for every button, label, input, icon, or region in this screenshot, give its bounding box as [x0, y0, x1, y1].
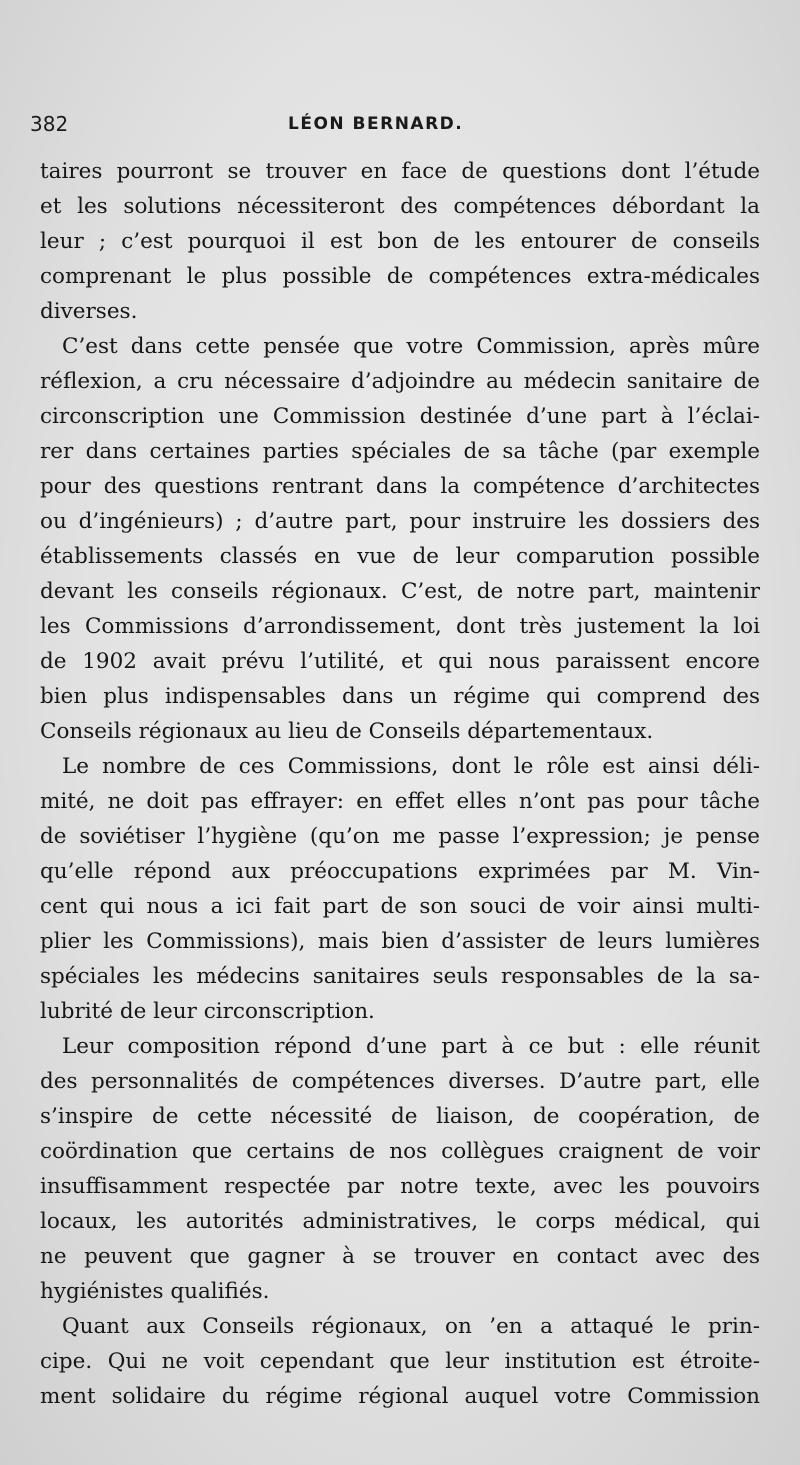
text-line: les Commissions d’arrondissement, dont très justement la loi	[40, 614, 760, 639]
body-text	[40, 154, 760, 1414]
text-line: ne peuvent que gagner à se trouver en contact avec des	[40, 1244, 760, 1269]
text-line: pour des questions rentrant dans la compétence d’architectes	[40, 474, 760, 499]
text-line: et les solutions nécessiteront des compétences débordant la	[40, 194, 760, 219]
text-line: cent qui nous a ici fait part de son souci de voir ainsi multi-	[40, 894, 760, 919]
text-line: réflexion, a cru nécessaire d’adjoindre au médecin sanitaire de	[40, 369, 760, 394]
text-line: Le nombre de ces Commissions, dont le rôle est ainsi déli-	[62, 754, 760, 779]
text-line: leur ; c’est pourquoi il est bon de les entourer de conseils	[40, 229, 760, 254]
text-line: Leur composition répond d’une part à ce but : elle réunit	[62, 1034, 760, 1059]
text-line: lubrité de leur circonscription.	[40, 999, 375, 1024]
text-line: ou d’ingénieurs) ; d’autre part, pour instruire les dossiers des	[40, 509, 760, 534]
page-number: 382	[30, 112, 69, 136]
text-line: rer dans certaines parties spéciales de sa tâche (par exemple	[40, 439, 760, 464]
text-line: mité, ne doit pas effrayer: en effet elles n’ont pas pour tâche	[40, 789, 760, 814]
text-line: de 1902 avait prévu l’utilité, et qui nous paraissent encore	[40, 649, 760, 674]
running-head: LÉON BERNARD.	[288, 114, 464, 134]
text-line: des personnalités de compétences diverses. D’autre part, elle	[40, 1069, 760, 1094]
text-line: bien plus indispensables dans un régime qui comprend des	[40, 684, 760, 709]
text-line: insuffisamment respectée par notre texte, avec les pouvoirs	[40, 1174, 760, 1199]
text-line: devant les conseils régionaux. C’est, de notre part, maintenir	[40, 579, 760, 604]
text-line: cipe. Qui ne voit cependant que leur institution est étroite-	[40, 1349, 760, 1374]
text-line: coördination que certains de nos collègues craignent de voir	[40, 1139, 760, 1164]
text-line: Quant aux Conseils régionaux, on ’en a attaqué le prin-	[62, 1314, 760, 1339]
text-line: comprenant le plus possible de compétences extra-médicales	[40, 264, 760, 289]
text-line: ment solidaire du régime régional auquel votre Commission	[40, 1384, 760, 1409]
text-line: spéciales les médecins sanitaires seuls responsables de la sa-	[40, 964, 760, 989]
text-line: taires pourront se trouver en face de questions dont l’étude	[40, 159, 760, 184]
text-line: circonscription une Commission destinée d’une part à l’éclai-	[40, 404, 760, 429]
text-line: locaux, les autorités administratives, le corps médical, qui	[40, 1209, 760, 1234]
text-line: C’est dans cette pensée que votre Commission, après mûre	[62, 334, 760, 359]
page-header	[30, 112, 770, 142]
text-line: Conseils régionaux au lieu de Conseils départementaux.	[40, 719, 654, 744]
text-line: plier les Commissions), mais bien d’assister de leurs lumières	[40, 929, 760, 954]
text-line: hygiénistes qualifiés.	[40, 1279, 270, 1304]
text-line: s’inspire de cette nécessité de liaison, de coopération, de	[40, 1104, 760, 1129]
text-line: établissements classés en vue de leur comparution possible	[40, 544, 760, 569]
text-line: de soviétiser l’hygiène (qu’on me passe l’expression; je pense	[40, 824, 760, 849]
text-line: diverses.	[40, 299, 138, 324]
text-line: qu’elle répond aux préoccupations exprimées par M. Vin-	[40, 859, 760, 884]
